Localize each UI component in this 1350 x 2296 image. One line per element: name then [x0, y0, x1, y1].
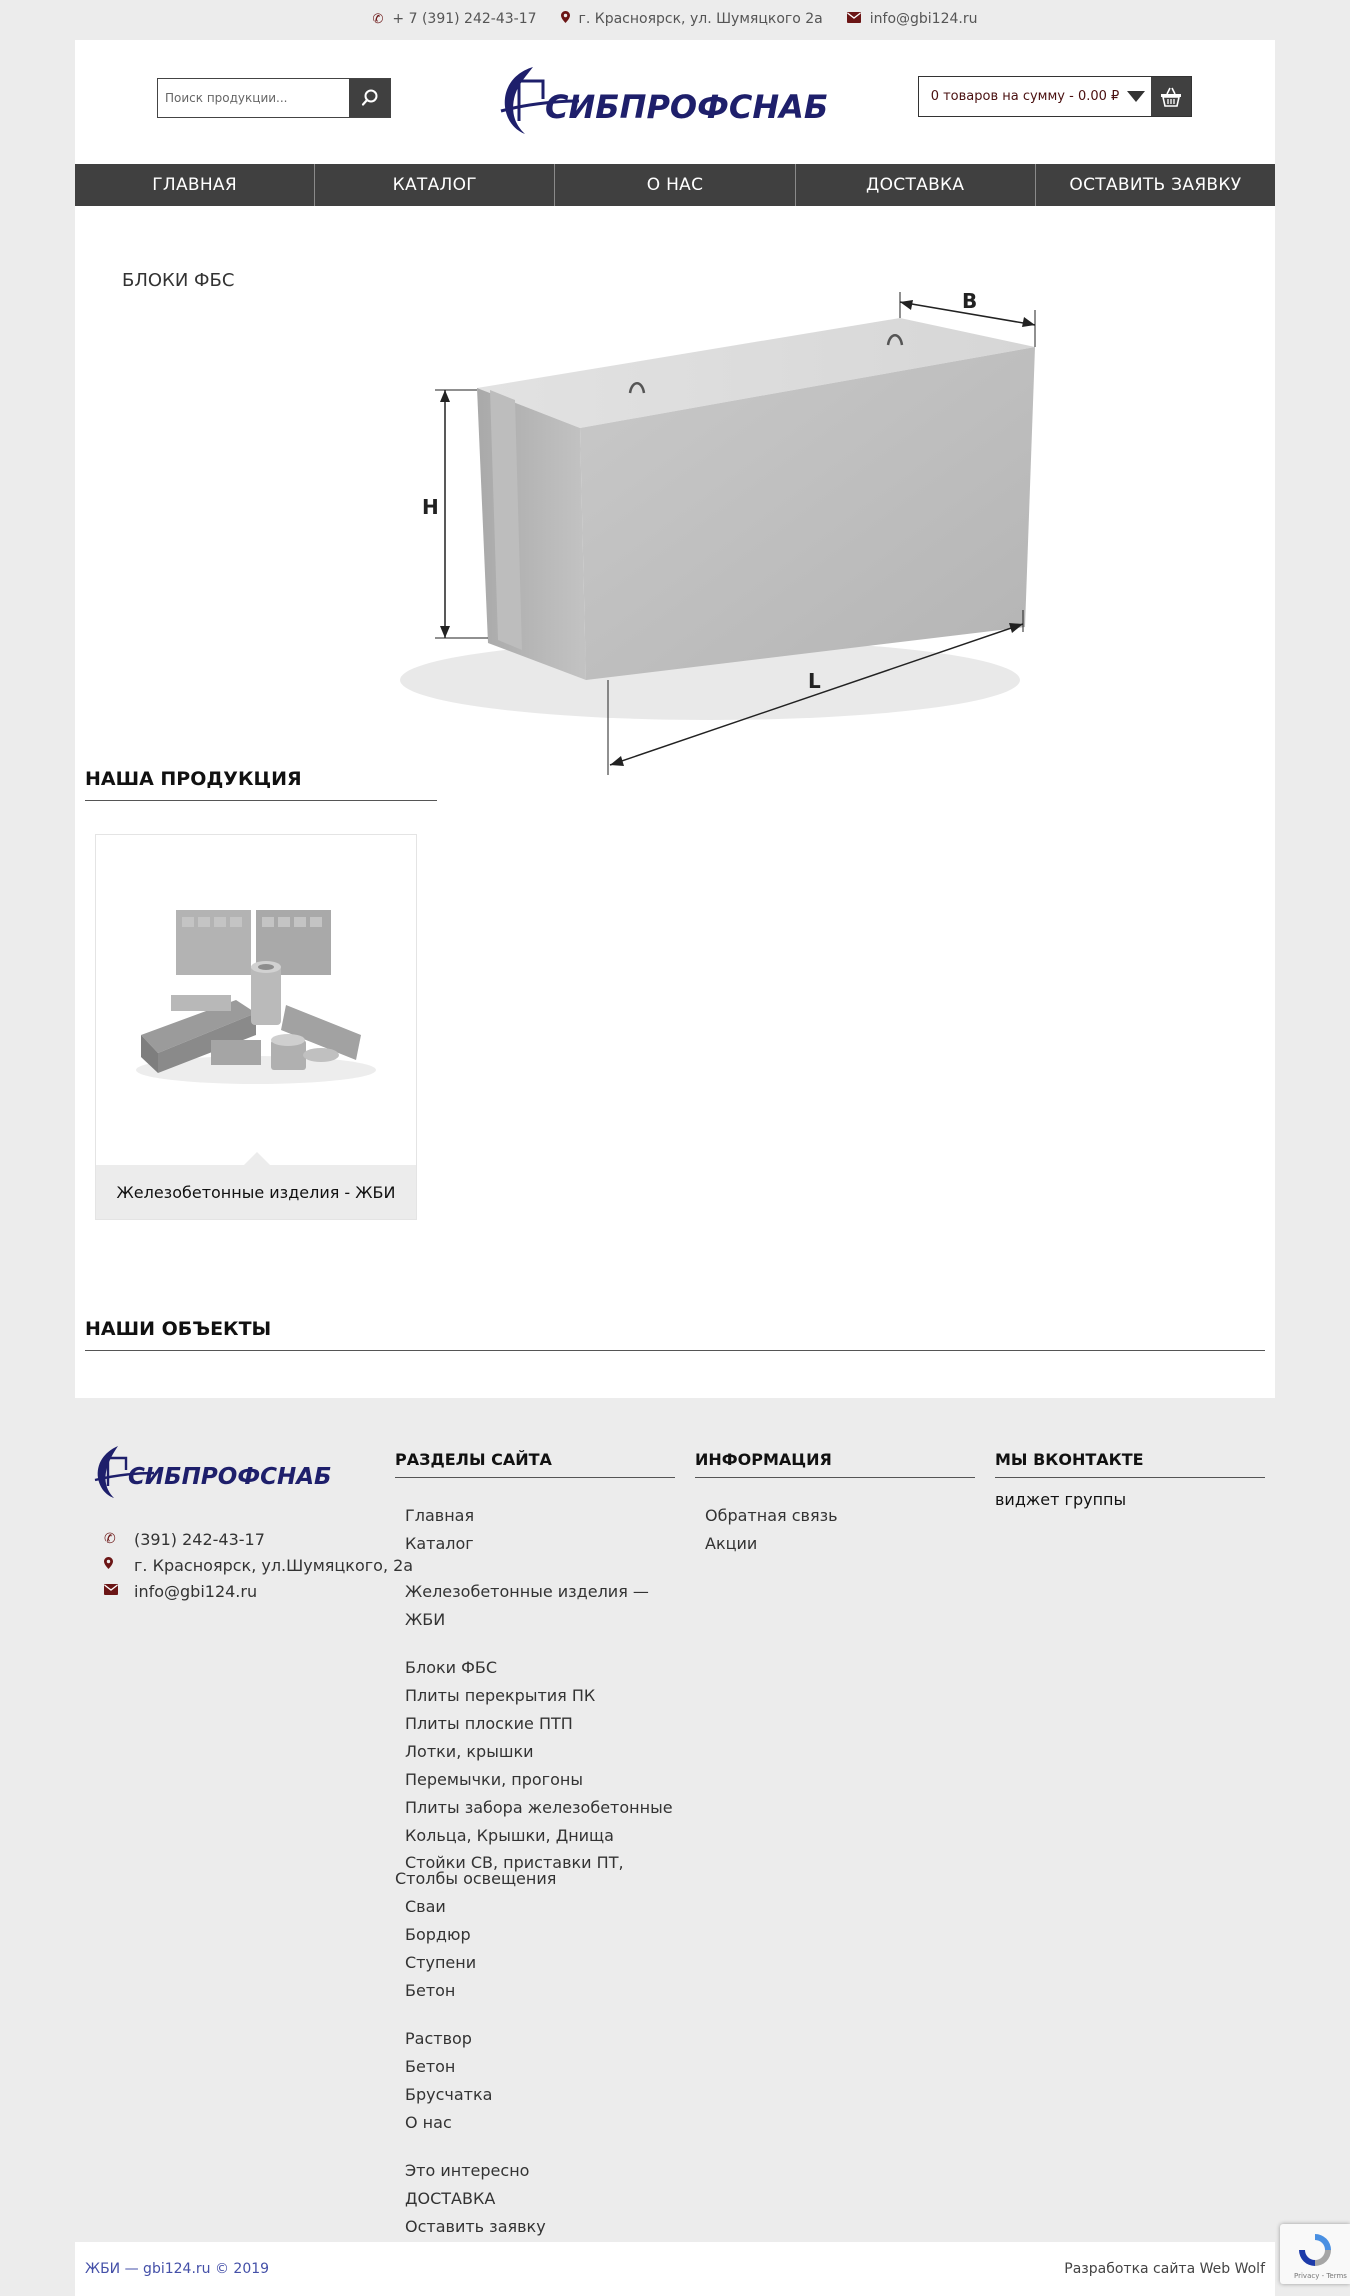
- recaptcha-badge[interactable]: [1280, 2224, 1350, 2284]
- search-input[interactable]: [158, 79, 349, 117]
- footer-address-text: г. Красноярск, ул.Шумяцкого, 2а: [134, 1555, 414, 1575]
- footer-info-column: [695, 1450, 975, 1558]
- footer-link-zhbi[interactable]: Железобетонные изделия — ЖБИ: [405, 1582, 649, 1629]
- footer-link-trays[interactable]: Лотки, крышки: [405, 1742, 534, 1761]
- footer-link-request[interactable]: Оставить заявку: [405, 2217, 546, 2236]
- main-container: [75, 40, 1275, 1398]
- logo-text: СИБПРОФСНАБ: [545, 88, 829, 126]
- footer-link-ptp[interactable]: Плиты плоские ПТП: [405, 1714, 573, 1733]
- footer-link-promo[interactable]: Акции: [705, 1534, 758, 1553]
- footer-link-rings[interactable]: Кольца, Крышки, Днища: [405, 1826, 614, 1845]
- cart-button[interactable]: [1151, 77, 1191, 116]
- footer-logo-text: СИБПРОФСНАБ: [128, 1464, 332, 1490]
- footer-sections-heading: РАЗДЕЛЫ САЙТА: [395, 1450, 675, 1478]
- caption-pointer: [244, 1152, 270, 1165]
- footer-link-paving[interactable]: Брусчатка: [405, 2085, 493, 2104]
- cart-widget[interactable]: [918, 76, 1192, 117]
- footer-link-concrete-2[interactable]: Бетон: [405, 2057, 456, 2076]
- vk-widget-placeholder: виджет группы: [995, 1490, 1127, 1509]
- footer-email[interactable]: [104, 1578, 413, 1604]
- top-email[interactable]: [847, 11, 978, 27]
- caret-down-icon: [1127, 91, 1145, 102]
- nav-about[interactable]: О НАС: [555, 164, 795, 206]
- footer-link-piles[interactable]: Сваи: [405, 1897, 446, 1916]
- footer-info-heading: ИНФОРМАЦИЯ: [695, 1450, 975, 1478]
- dimension-h-label: H: [422, 495, 439, 519]
- envelope-icon: [104, 1583, 134, 1599]
- product-image: [96, 835, 416, 1165]
- footer-logo[interactable]: [92, 1440, 382, 1502]
- footer-link-interesting[interactable]: Это интересно: [405, 2161, 530, 2180]
- product-card[interactable]: [95, 834, 417, 1220]
- recaptcha-terms[interactable]: Privacy - Terms: [1294, 2272, 1347, 2280]
- nav-request[interactable]: ОСТАВИТЬ ЗАЯВКУ: [1069, 175, 1242, 195]
- footer-contacts: [104, 1526, 413, 1604]
- main-navigation: [75, 164, 1275, 206]
- top-address: [561, 11, 823, 27]
- footer-phone[interactable]: [104, 1526, 413, 1552]
- footer-link-mortar[interactable]: Раствор: [405, 2029, 472, 2048]
- products-heading: НАША ПРОДУКЦИЯ: [85, 768, 437, 801]
- footer-sections-column: [395, 1450, 675, 2241]
- search-button[interactable]: [349, 79, 390, 117]
- product-caption[interactable]: Железобетонные изделия - ЖБИ: [96, 1165, 416, 1219]
- fbs-block-image: [340, 240, 1050, 780]
- recaptcha-icon: [1295, 2230, 1335, 2270]
- map-marker-icon: [561, 11, 570, 27]
- copyright-link[interactable]: ЖБИ — gbi124.ru © 2019: [85, 2261, 270, 2277]
- top-info-bar: [0, 0, 1350, 38]
- footer-vk-column: [995, 1450, 1265, 1509]
- envelope-icon: [847, 12, 861, 27]
- footer-email-text: info@gbi124.ru: [134, 1581, 258, 1601]
- footer-link-lintels[interactable]: Перемычки, прогоны: [405, 1770, 583, 1789]
- dimension-l-label: L: [808, 669, 821, 693]
- phone-icon: ✆: [104, 1531, 116, 1547]
- footer-link-posts[interactable]: Стойки СВ, приставки ПТ, Столбы освещения: [395, 1853, 624, 1888]
- search-icon: [360, 88, 380, 108]
- cart-summary[interactable]: 0 товаров на сумму - 0.00 ₽: [930, 89, 1120, 104]
- footer-link-curb[interactable]: Бордюр: [405, 1925, 471, 1944]
- footer-link-fence[interactable]: Плиты забора железобетонные: [405, 1798, 673, 1817]
- map-marker-icon: [104, 1557, 134, 1573]
- top-address-text: г. Красноярск, ул. Шумяцкого 2а: [578, 11, 823, 27]
- bottom-bar: [75, 2242, 1275, 2296]
- top-phone[interactable]: [373, 11, 537, 27]
- dimension-b-label: B: [962, 289, 978, 313]
- footer-link-catalog[interactable]: Каталог: [405, 1534, 474, 1553]
- footer-link-home[interactable]: Главная: [405, 1506, 475, 1525]
- footer-phone-text: (391) 242-43-17: [134, 1529, 265, 1549]
- footer-vk-heading: МЫ ВКОНТАКТЕ: [995, 1450, 1265, 1478]
- nav-home[interactable]: ГЛАВНАЯ: [75, 164, 315, 206]
- footer-link-pk[interactable]: Плиты перекрытия ПК: [405, 1686, 596, 1705]
- footer-link-about[interactable]: О нас: [405, 2113, 452, 2132]
- footer-link-fbs[interactable]: Блоки ФБС: [405, 1658, 498, 1677]
- footer-address: [104, 1552, 413, 1578]
- top-phone-text: + 7 (391) 242-43-17: [392, 11, 537, 27]
- site-logo[interactable]: [493, 59, 895, 139]
- footer-link-feedback[interactable]: Обратная связь: [705, 1506, 838, 1525]
- cart-dropdown-toggle[interactable]: [1121, 77, 1151, 116]
- nav-delivery[interactable]: ДОСТАВКА: [796, 164, 1036, 206]
- objects-heading: НАШИ ОБЪЕКТЫ: [85, 1318, 1265, 1351]
- basket-icon: [1160, 87, 1182, 107]
- top-email-text: info@gbi124.ru: [869, 11, 978, 27]
- developer-credit[interactable]: Разработка сайта Web Wolf: [1064, 2261, 1265, 2277]
- nav-catalog[interactable]: КАТАЛОГ: [315, 164, 555, 206]
- phone-icon: ✆: [372, 11, 384, 27]
- hero-title: БЛОКИ ФБС: [122, 270, 235, 291]
- footer-link-steps[interactable]: Ступени: [405, 1953, 477, 1972]
- footer-link-delivery[interactable]: ДОСТАВКА: [405, 2189, 496, 2208]
- search-box: [157, 78, 391, 118]
- footer-link-concrete[interactable]: Бетон: [405, 1981, 456, 2000]
